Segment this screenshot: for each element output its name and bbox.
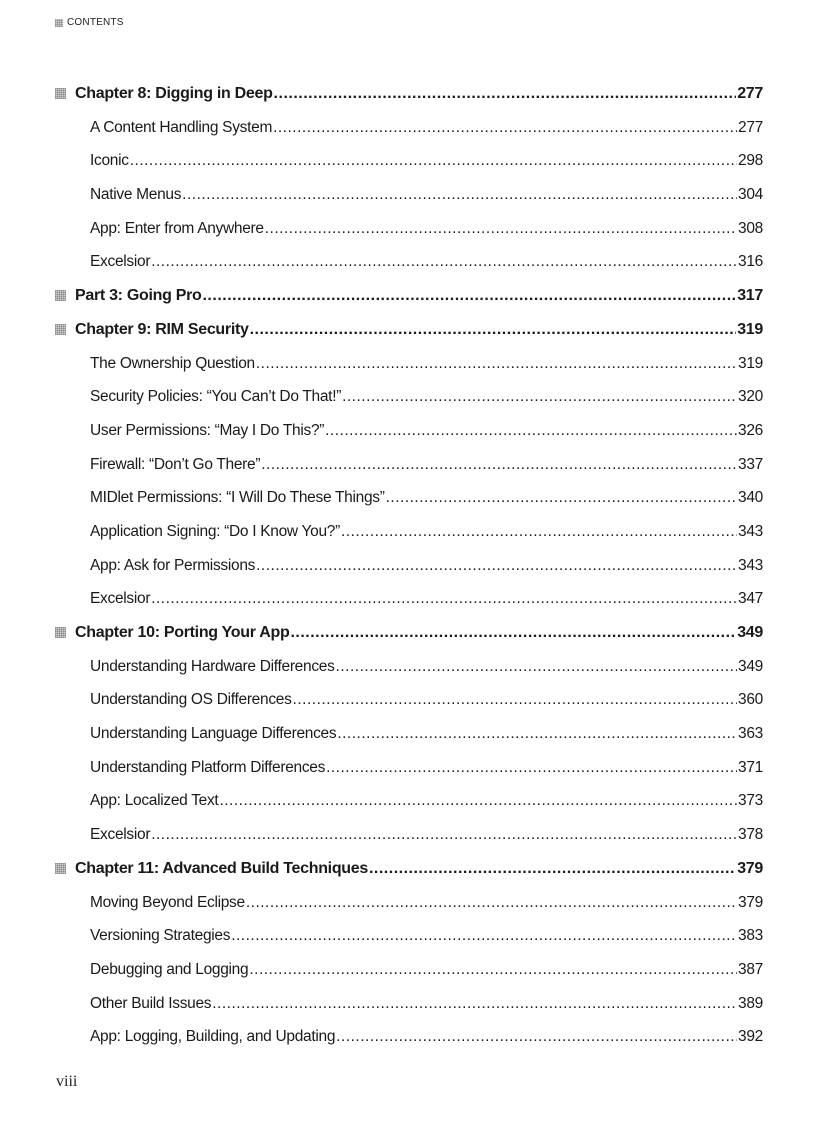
dot-leader (341, 515, 737, 549)
toc-page-number: 326 (738, 421, 763, 439)
toc-page-number: 383 (738, 927, 763, 945)
toc-chapter-entry[interactable] (55, 279, 763, 313)
running-head (55, 17, 124, 28)
toc-chapter-entry[interactable] (55, 616, 763, 650)
dot-leader (293, 683, 737, 717)
square-bullet-icon (55, 290, 66, 301)
toc-entry-title: Understanding Language Differences (90, 725, 337, 743)
dot-leader (326, 751, 737, 785)
toc-section-entry[interactable] (55, 784, 763, 818)
dot-leader (250, 313, 737, 347)
dot-leader (274, 77, 737, 111)
dot-leader (386, 481, 737, 515)
toc-section-entry[interactable] (55, 515, 763, 549)
toc-section-entry[interactable] (55, 987, 763, 1021)
dot-leader (325, 414, 737, 448)
dot-leader (273, 111, 737, 145)
table-of-contents (55, 77, 763, 1054)
toc-section-entry[interactable] (55, 245, 763, 279)
toc-section-entry[interactable] (55, 683, 763, 717)
toc-page-number: 349 (737, 624, 763, 641)
toc-entry-title: The Ownership Question (90, 354, 255, 372)
toc-page-number: 343 (738, 556, 763, 574)
toc-page-number: 363 (738, 725, 763, 743)
toc-entry-title: Application Signing: “Do I Know You?” (90, 522, 340, 540)
toc-page-number: 277 (738, 118, 763, 136)
dot-leader (246, 886, 737, 920)
square-bullet-icon (55, 627, 66, 638)
dot-leader (256, 347, 737, 381)
toc-entry-title: MIDlet Permissions: “I Will Do These Things” (90, 489, 385, 507)
toc-page-number: 298 (738, 152, 763, 170)
toc-section-entry[interactable] (55, 717, 763, 751)
dot-leader (336, 650, 737, 684)
dot-leader (151, 582, 737, 616)
toc-entry-title: Versioning Strategies (90, 927, 231, 945)
running-head-label: CONTENTS (67, 17, 124, 28)
toc-section-entry[interactable] (55, 448, 763, 482)
toc-page-number: 343 (738, 522, 763, 540)
toc-page-number: 379 (737, 859, 763, 877)
toc-page-number: 319 (737, 320, 763, 338)
toc-entry-title: Other Build Issues (90, 994, 212, 1012)
toc-entry-title: Firewall: “Don’t Go There” (90, 455, 261, 473)
square-bullet-icon (55, 19, 63, 27)
toc-entry-title: Chapter 11: Advanced Build Techniques (75, 859, 368, 877)
toc-entry-title: Excelsior (90, 590, 151, 608)
toc-section-entry[interactable] (55, 1020, 763, 1054)
toc-page-number: 347 (738, 590, 763, 608)
toc-page-number: 317 (737, 287, 763, 305)
toc-page-number: 392 (738, 1028, 763, 1046)
toc-page-number: 320 (738, 388, 763, 406)
toc-page-number: 340 (738, 489, 763, 507)
toc-entry-title: Debugging and Logging (90, 960, 249, 978)
toc-entry-title: A Content Handling System (90, 118, 273, 136)
toc-section-entry[interactable] (55, 347, 763, 381)
dot-leader (342, 380, 737, 414)
toc-entry-title: Understanding Platform Differences (90, 758, 326, 776)
toc-section-entry[interactable] (55, 178, 763, 212)
toc-chapter-entry[interactable] (55, 313, 763, 347)
toc-entry-title: Moving Beyond Eclipse (90, 893, 245, 911)
toc-page-number: 349 (738, 657, 763, 675)
toc-page-number: 308 (738, 219, 763, 237)
dot-leader (337, 717, 737, 751)
toc-chapter-entry[interactable] (55, 852, 763, 886)
toc-entry-title: App: Enter from Anywhere (90, 219, 264, 237)
toc-section-entry[interactable] (55, 481, 763, 515)
toc-entry-title: Part 3: Going Pro (75, 287, 202, 305)
dot-leader (249, 953, 737, 987)
toc-entry-title: Security Policies: “You Can’t Do That!” (90, 388, 342, 406)
toc-section-entry[interactable] (55, 414, 763, 448)
dot-leader (231, 919, 737, 953)
dot-leader (182, 178, 737, 212)
toc-entry-title: Excelsior (90, 826, 151, 844)
toc-section-entry[interactable] (55, 549, 763, 583)
toc-section-entry[interactable] (55, 144, 763, 178)
toc-entry-title: User Permissions: “May I Do This?” (90, 421, 325, 439)
toc-chapter-entry[interactable] (55, 77, 763, 111)
toc-page-number: 360 (738, 691, 763, 709)
toc-page-number: 371 (738, 758, 763, 776)
toc-section-entry[interactable] (55, 380, 763, 414)
toc-entry-title: App: Logging, Building, and Updating (90, 1028, 336, 1046)
dot-leader (219, 784, 737, 818)
toc-section-entry[interactable] (55, 919, 763, 953)
toc-entry-title: Excelsior (90, 253, 151, 271)
dot-leader (265, 212, 737, 246)
toc-entry-title: Understanding OS Differences (90, 691, 292, 709)
toc-page-number: 379 (738, 893, 763, 911)
dot-leader (261, 448, 737, 482)
toc-entry-title: Chapter 9: RIM Security (75, 320, 249, 338)
toc-page-number: 389 (738, 994, 763, 1012)
toc-entry-title: Iconic (90, 152, 129, 170)
toc-page-number: 277 (737, 85, 763, 102)
toc-page-number: 387 (738, 960, 763, 978)
toc-page-number: 304 (738, 186, 763, 204)
toc-entry-title: App: Localized Text (90, 792, 219, 810)
toc-entry-title: App: Ask for Permissions (90, 556, 256, 574)
square-bullet-icon (55, 88, 66, 99)
dot-leader (212, 987, 737, 1021)
dot-leader (130, 144, 737, 178)
square-bullet-icon (55, 324, 66, 335)
dot-leader (202, 279, 736, 313)
toc-entry-title: Native Menus (90, 186, 182, 204)
toc-page-number: 378 (738, 826, 763, 844)
toc-entry-title: Chapter 10: Porting Your App (75, 624, 290, 641)
dot-leader (256, 549, 737, 583)
toc-section-entry[interactable] (55, 886, 763, 920)
dot-leader (151, 818, 737, 852)
dot-leader (369, 852, 736, 886)
dot-leader (290, 616, 736, 650)
toc-entry-title: Understanding Hardware Differences (90, 657, 335, 675)
toc-page-number: 373 (738, 792, 763, 810)
toc-entry-title: Chapter 8: Digging in Deep (75, 85, 273, 102)
page-number: viii (56, 1073, 78, 1090)
toc-page-number: 316 (738, 253, 763, 271)
toc-section-entry[interactable] (55, 111, 763, 145)
square-bullet-icon (55, 863, 66, 874)
toc-section-entry[interactable] (55, 582, 763, 616)
toc-section-entry[interactable] (55, 212, 763, 246)
toc-section-entry[interactable] (55, 751, 763, 785)
toc-page-number: 337 (738, 455, 763, 473)
toc-section-entry[interactable] (55, 953, 763, 987)
toc-section-entry[interactable] (55, 650, 763, 684)
dot-leader (336, 1020, 737, 1054)
toc-section-entry[interactable] (55, 818, 763, 852)
dot-leader (151, 245, 737, 279)
toc-page-number: 319 (738, 354, 763, 372)
